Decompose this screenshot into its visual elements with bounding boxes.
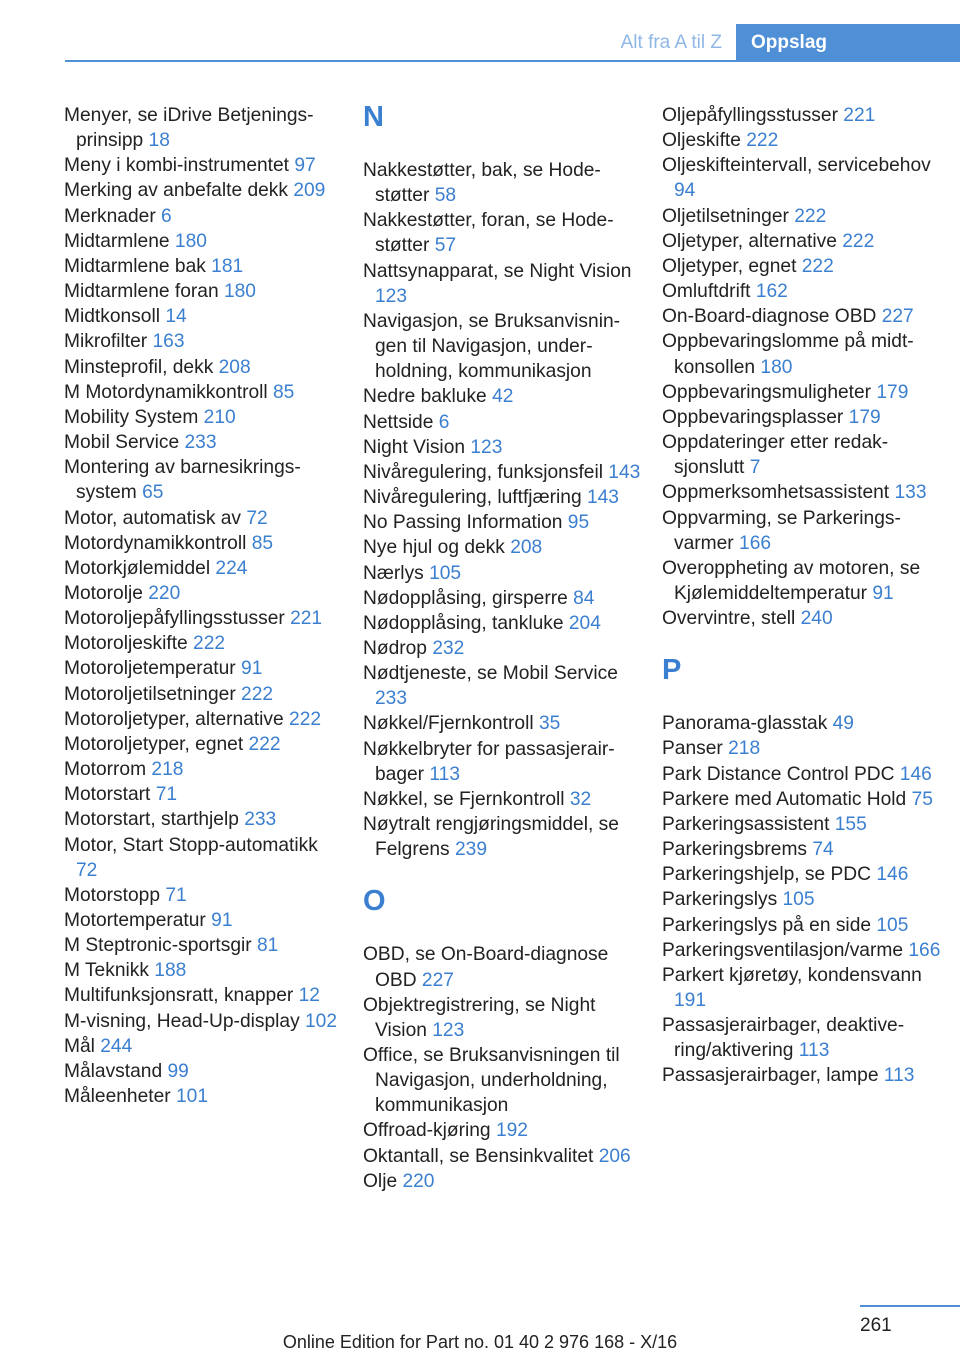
entry-term: Nøytralt rengjøringsmiddel, se Felgrens <box>363 814 619 861</box>
index-entry <box>662 380 942 405</box>
page-link[interactable]: 102 <box>305 1010 338 1032</box>
index-entry <box>64 958 344 983</box>
page-link[interactable]: 180 <box>223 281 256 303</box>
page-link[interactable]: 84 <box>573 587 595 609</box>
page-link[interactable]: 222 <box>794 205 827 227</box>
index-entry <box>662 812 942 837</box>
page-link[interactable]: 222 <box>289 708 322 730</box>
page-link[interactable]: 239 <box>454 839 487 861</box>
index-entry <box>64 933 344 958</box>
entry-term: Park Distance Control PDC <box>662 763 900 785</box>
entry-term: Parkere med Automatic Hold <box>662 788 912 810</box>
entry-term: Parkeringsventilasjon/varme <box>662 939 909 961</box>
page-link[interactable]: 208 <box>218 356 251 378</box>
index-entry <box>662 963 942 1013</box>
index-entry <box>363 208 643 258</box>
index-entry <box>363 561 643 586</box>
entry-term: Merking av anbefalte dekk <box>64 180 294 202</box>
index-entry <box>363 993 643 1043</box>
index-entry <box>662 1013 942 1063</box>
oppslag-tab[interactable]: Oppslag <box>736 24 960 62</box>
page-link[interactable]: 85 <box>251 532 274 554</box>
entry-term: Midtarmlene foran <box>64 281 224 303</box>
index-entry <box>662 1063 942 1088</box>
page-link[interactable]: 105 <box>782 889 815 911</box>
page-link[interactable]: 105 <box>429 562 462 584</box>
entry-term: Motorrom <box>64 759 152 781</box>
entry-term: Motoroljetilsetninger <box>64 683 242 705</box>
entry-term: Måleenheter <box>64 1086 176 1108</box>
index-entry <box>64 430 344 455</box>
entry-term: Panser <box>662 738 729 760</box>
page-link[interactable]: 233 <box>375 688 408 710</box>
section-gap <box>662 631 942 656</box>
page-link[interactable]: 240 <box>800 608 833 630</box>
entry-term: Navigasjon, se Bruksanvisningen til Navigasjon, underholdning, kommunikasjon <box>363 310 621 383</box>
page-link[interactable]: 91 <box>872 582 894 604</box>
page-link[interactable]: 180 <box>760 356 793 378</box>
entry-term: Motoroljetemperatur <box>64 658 242 680</box>
index-entry <box>363 812 643 862</box>
index-entry <box>363 611 643 636</box>
page-link[interactable]: 71 <box>155 784 178 806</box>
page-link[interactable]: 188 <box>154 960 187 982</box>
entry-term: Nødrop <box>363 637 433 659</box>
page-link[interactable]: 232 <box>432 637 465 659</box>
index-entry <box>64 506 344 531</box>
entry-term: Parkeringshjelp, se PDC <box>662 864 877 886</box>
entry-term: Overvintre, stell <box>662 608 801 630</box>
entry-term: Motorolje <box>64 582 149 604</box>
index-entry <box>64 883 344 908</box>
entry-term: Meny i kombi-instrumentet <box>64 155 295 177</box>
page-link[interactable]: 74 <box>812 839 834 861</box>
entry-term: Olje <box>363 1170 403 1192</box>
entry-term: Nakkestøtter, bak, se Hodestøtter <box>363 160 601 207</box>
entry-term: Montering av barnesikringssystem <box>64 457 301 504</box>
entry-term: Midtarmlene bak <box>64 255 212 277</box>
index-column-3 <box>662 103 942 1089</box>
section-tab[interactable]: Alt fra A til Z <box>620 32 722 53</box>
entry-term: Nye hjul og dekk <box>363 537 511 559</box>
page-link[interactable]: 72 <box>246 507 268 529</box>
index-entry <box>64 581 344 606</box>
entry-term: Multifunksjonsratt, knapper <box>64 985 299 1007</box>
page-link[interactable]: 204 <box>568 612 601 634</box>
index-entry <box>662 837 942 862</box>
section-letter: P <box>662 654 682 687</box>
page-link[interactable]: 222 <box>801 255 834 277</box>
page-number: 261 <box>860 1315 892 1336</box>
index-entry <box>662 556 942 606</box>
page-link[interactable]: 222 <box>746 130 779 152</box>
index-entry <box>64 732 344 757</box>
page-link[interactable]: 222 <box>241 683 274 705</box>
page-link[interactable]: 224 <box>215 557 248 579</box>
index-entry <box>64 782 344 807</box>
page-link[interactable]: 227 <box>421 969 454 991</box>
page-link[interactable]: 181 <box>211 255 244 277</box>
entry-term: Parkeringsbrems <box>662 839 813 861</box>
entry-term: Oppvarming, se Parkeringsvarmer <box>662 507 901 554</box>
index-entry <box>662 430 942 480</box>
index-entry <box>64 279 344 304</box>
page-link[interactable]: 222 <box>248 733 281 755</box>
index-entry <box>662 405 942 430</box>
entry-term: Oppdateringer etter redaksjonslutt <box>662 432 889 479</box>
page-link[interactable]: 97 <box>294 155 316 177</box>
entry-term: Oppbevaringsmuligheter <box>662 381 877 403</box>
entry-term: Nakkestøtter, foran, se Hodestøtter <box>363 210 614 257</box>
page-link[interactable]: 227 <box>881 306 914 328</box>
index-entry <box>662 913 942 938</box>
page-link[interactable]: 35 <box>538 713 561 735</box>
entry-term: M Motordynamikkontroll <box>64 381 273 403</box>
index-entry <box>64 178 344 203</box>
entry-term: Night Vision <box>363 436 471 458</box>
index-entry <box>363 1043 643 1118</box>
page-link[interactable]: 162 <box>755 281 788 303</box>
entry-term: Mobility System <box>64 406 204 428</box>
index-entry <box>64 153 344 178</box>
edition-footer: Online Edition for Part no. 01 40 2 976 168 - X/16 <box>282 1332 678 1352</box>
entry-term: Objektregistrering, se Night Vision <box>363 994 596 1041</box>
index-entry <box>662 103 942 128</box>
entry-term: Nattsynapparat, se Night Vision <box>363 260 632 282</box>
index-entry <box>662 606 942 631</box>
index-entry <box>662 304 942 329</box>
index-entry <box>662 279 942 304</box>
section-gap <box>363 862 643 887</box>
entry-term: Motoroljetyper, alternative <box>64 708 290 730</box>
entry-term: Oktantall, se Bensinkvalitet <box>363 1145 599 1167</box>
page-link[interactable]: 14 <box>165 306 187 328</box>
page-link[interactable]: 75 <box>911 788 933 810</box>
index-entry <box>64 1059 344 1084</box>
entry-term: Oljeskifte <box>662 130 747 152</box>
index-entry <box>363 942 643 992</box>
index-entry <box>64 380 344 405</box>
page-link[interactable]: 143 <box>608 461 641 483</box>
index-entry <box>662 204 942 229</box>
entry-term: Nivåregulering, luftfjæring <box>363 487 587 509</box>
page-link[interactable]: 233 <box>184 432 217 454</box>
index-entry <box>662 506 942 556</box>
page-link[interactable]: 123 <box>375 285 408 307</box>
page-link[interactable]: 166 <box>908 939 941 961</box>
index-entry <box>64 631 344 656</box>
entry-term: Mikrofilter <box>64 331 153 353</box>
entry-term: Parkert kjøretøy, kondensvann <box>662 964 922 986</box>
index-entry <box>662 153 942 203</box>
page-link[interactable]: 218 <box>151 759 184 781</box>
entry-term: Motor, Start Stopp-automatikk <box>64 834 318 856</box>
entry-term: Oljepåfyllingsstusser <box>662 105 844 126</box>
page-link[interactable]: 192 <box>495 1120 528 1142</box>
entry-term: Motorkjølemiddel <box>64 557 216 579</box>
page-link[interactable]: 146 <box>876 864 909 886</box>
index-entry <box>363 535 643 560</box>
entry-term: Nedre bakluke <box>363 386 493 408</box>
index-entry <box>363 410 643 435</box>
index-entry <box>363 787 643 812</box>
entry-term: Mål <box>64 1035 101 1057</box>
entry-term: Oljetyper, alternative <box>662 230 843 252</box>
page-link[interactable]: 32 <box>569 788 592 810</box>
entry-term: Nøkkel, se Fjernkontroll <box>363 788 570 810</box>
page-link[interactable]: 123 <box>470 436 503 458</box>
entry-term: M-visning, Head-Up-display <box>64 1010 305 1032</box>
entry-term: Offroad-kjøring <box>363 1120 496 1142</box>
entry-term: Nødtjeneste, se Mobil Service <box>363 663 618 685</box>
index-entry <box>64 707 344 732</box>
page-link[interactable]: 6 <box>438 411 450 433</box>
page-link[interactable]: 146 <box>899 763 932 785</box>
entry-term: Motorstart <box>64 784 156 806</box>
page-link[interactable]: 105 <box>876 914 909 936</box>
entry-term: No Passing Information <box>363 512 568 534</box>
entry-term: Office, se Bruksanvisningen til Navigasjon, underholdning, kommunikasjon <box>363 1045 620 1117</box>
index-entry <box>363 1144 643 1169</box>
index-entry <box>64 606 344 631</box>
entry-term: M Steptronic-sportsgir <box>64 935 257 957</box>
entry-term: Nærlys <box>363 562 430 584</box>
page-link[interactable]: 143 <box>586 487 619 509</box>
index-entry <box>363 1118 643 1143</box>
page-link[interactable]: 209 <box>293 180 326 202</box>
index-entry <box>662 862 942 887</box>
entry-term: Passasjerairbager, deaktivering/aktivering <box>662 1015 905 1062</box>
page-link[interactable]: 123 <box>432 1019 465 1041</box>
entry-term: Motoroljepåfyllingsstusser <box>64 608 291 630</box>
index-entry <box>64 833 344 883</box>
entry-term: Motorstart, starthjelp <box>64 809 245 831</box>
index-entry <box>64 757 344 782</box>
entry-term: Nøkkel/Fjernkontroll <box>363 713 539 735</box>
entry-term: Omluftdrift <box>662 281 756 303</box>
page-link[interactable]: 163 <box>152 331 185 353</box>
page-link[interactable]: 72 <box>76 859 98 881</box>
index-entry <box>662 787 942 812</box>
index-entry <box>64 405 344 430</box>
index-entry <box>64 983 344 1008</box>
page-link[interactable]: 113 <box>883 1065 915 1087</box>
index-entry <box>662 128 942 153</box>
page-link[interactable]: 222 <box>842 230 875 252</box>
page-link[interactable]: 81 <box>257 935 279 957</box>
index-entry <box>64 229 344 254</box>
entry-term: Minsteprofil, dekk <box>64 356 219 378</box>
index-entry <box>363 485 643 510</box>
index-entry <box>363 636 643 661</box>
index-entry <box>64 656 344 681</box>
index-entry <box>64 204 344 229</box>
entry-term: Nødopplåsing, girsperre <box>363 587 574 609</box>
index-entry <box>64 1084 344 1109</box>
entry-term: Panorama-glasstak <box>662 713 833 735</box>
entry-term: Nivåregulering, funksjonsfeil <box>363 461 609 483</box>
index-entry <box>363 309 643 384</box>
page-link[interactable]: 113 <box>798 1040 830 1062</box>
page-link[interactable]: 91 <box>211 910 233 931</box>
index-entry <box>64 304 344 329</box>
index-entry <box>64 254 344 279</box>
entry-term: Motoroljetyper, egnet <box>64 733 249 755</box>
page-link[interactable]: 180 <box>174 230 207 252</box>
index-entry <box>363 259 643 309</box>
entry-term: Motordynamikkontroll <box>64 532 252 554</box>
index-entry <box>662 762 942 787</box>
entry-term: Menyer, se iDrive Betjeningsprinsipp <box>64 105 314 152</box>
index-entry <box>363 1169 643 1194</box>
entry-term: Nettside <box>363 411 439 433</box>
page-link[interactable]: 85 <box>273 381 295 403</box>
page-link[interactable]: 179 <box>848 406 881 428</box>
entry-term: On-Board-diagnose OBD <box>662 306 882 328</box>
entry-term: M Teknikk <box>64 960 155 982</box>
entry-term: Nøkkelbryter for passasjerairbager <box>363 738 615 785</box>
page-link[interactable]: 49 <box>832 713 854 735</box>
page-link[interactable]: 218 <box>728 738 761 760</box>
index-entry <box>64 455 344 505</box>
page-link[interactable]: 208 <box>510 537 543 559</box>
page-link[interactable]: 71 <box>165 884 187 906</box>
index-entry <box>363 460 643 485</box>
entry-term: Passasjerairbager, lampe <box>662 1065 884 1087</box>
page-link[interactable]: 222 <box>193 633 226 655</box>
entry-term: Mobil Service <box>64 432 185 454</box>
index-entry <box>64 908 344 933</box>
page-link[interactable]: 57 <box>434 235 457 257</box>
page-link[interactable]: 113 <box>429 763 460 785</box>
entry-term: OBD, se On-Board-diagnose OBD <box>363 944 609 991</box>
page-link[interactable]: 95 <box>567 512 590 534</box>
page-link[interactable]: 101 <box>176 1086 209 1108</box>
page-link[interactable]: 155 <box>834 813 867 835</box>
index-column-2 <box>363 103 643 1194</box>
page-link[interactable]: 91 <box>241 658 263 680</box>
entry-term: Oljetilsetninger <box>662 205 795 227</box>
index-entry <box>363 384 643 409</box>
index-entry <box>662 254 942 279</box>
entry-term: Parkeringsassistent <box>662 813 835 835</box>
page-link[interactable]: 166 <box>739 532 772 554</box>
index-entry <box>363 711 643 736</box>
index-entry <box>662 229 942 254</box>
page-link[interactable]: 7 <box>749 457 761 479</box>
index-entry <box>662 329 942 379</box>
index-entry <box>64 807 344 832</box>
index-entry <box>363 661 643 711</box>
entry-term: Motorstopp <box>64 884 166 906</box>
index-entry <box>363 586 643 611</box>
page-link[interactable]: 99 <box>167 1060 189 1082</box>
page-link[interactable]: 133 <box>894 482 927 504</box>
page-link[interactable]: 94 <box>674 180 696 202</box>
index-entry <box>64 355 344 380</box>
entry-term: Oljeskifteintervall, servicebehov <box>662 155 931 177</box>
entry-term: Parkeringslys på en side <box>662 914 877 936</box>
entry-term: Oljetyper, egnet <box>662 255 802 277</box>
page-link[interactable]: 220 <box>148 582 181 604</box>
page-link[interactable]: 233 <box>244 809 277 831</box>
page-link[interactable]: 42 <box>492 386 514 408</box>
entry-term: Oppmerksomhetsassistent <box>662 482 895 504</box>
page-link[interactable]: 12 <box>298 985 320 1007</box>
index-column-1 <box>64 103 344 1109</box>
index-entry <box>363 158 643 208</box>
index-entry <box>64 329 344 354</box>
page-link[interactable]: 191 <box>674 990 707 1011</box>
entry-term: Motor, automatisk av <box>64 507 247 529</box>
entry-term: Parkeringslys <box>662 889 783 911</box>
page-link[interactable]: 65 <box>142 482 164 504</box>
index-entry <box>64 531 344 556</box>
index-entry <box>662 887 942 912</box>
page-link[interactable]: 210 <box>203 406 236 428</box>
page-link[interactable]: 179 <box>876 381 909 403</box>
index-entry <box>662 711 942 736</box>
entry-term: Motoroljeskifte <box>64 633 194 655</box>
index-entry <box>64 1009 344 1034</box>
page-link[interactable]: 221 <box>290 608 323 630</box>
index-entry <box>363 510 643 535</box>
index-entry <box>64 556 344 581</box>
page-link[interactable]: 221 <box>843 105 876 126</box>
entry-term: Midtkonsoll <box>64 306 166 328</box>
index-entry <box>363 435 643 460</box>
entry-term: Oppbevaringslomme på midtkonsollen <box>662 331 914 378</box>
page-link[interactable]: 58 <box>434 185 457 207</box>
header-divider <box>65 60 960 62</box>
entry-term: Motortemperatur <box>64 910 212 931</box>
index-entry <box>64 103 344 153</box>
index-entry <box>64 682 344 707</box>
entry-term: Midtarmlene <box>64 230 175 252</box>
entry-term: Merknader <box>64 205 162 227</box>
section-letter: N <box>363 101 384 133</box>
page-link[interactable]: 6 <box>161 205 172 227</box>
footer-divider <box>860 1305 960 1307</box>
page-link[interactable]: 206 <box>598 1145 631 1167</box>
page-link[interactable]: 18 <box>148 130 170 152</box>
entry-term: Overoppheting av motoren, se Kjølemiddeltemperatur <box>662 557 921 604</box>
page-link[interactable]: 244 <box>100 1035 133 1057</box>
index-entry <box>662 480 942 505</box>
index-entry <box>662 938 942 963</box>
section-letter: O <box>363 885 386 918</box>
index-entry <box>662 736 942 761</box>
entry-term: Oppbevaringsplasser <box>662 406 849 428</box>
index-entry <box>64 1034 344 1059</box>
entry-term: Målavstand <box>64 1060 168 1082</box>
page-link[interactable]: 220 <box>402 1170 435 1192</box>
entry-term: Nødopplåsing, tankluke <box>363 612 569 634</box>
index-entry <box>363 737 643 787</box>
